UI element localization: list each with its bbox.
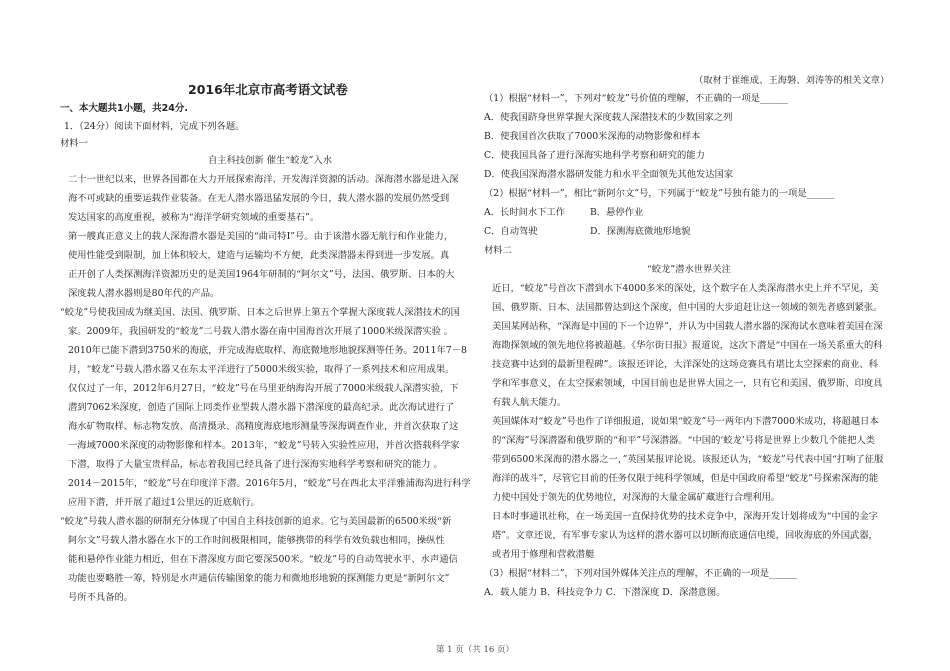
text-line: 阿尔文”号载人潜水器在水下的工作时间极限相同，能够携带的科学有效负载也相同，操纵性 (68, 535, 445, 546)
text-line: 正开创了人类探测海洋资源历史的是美国1964年研制的“阿尔文”号，法国、俄罗斯、日本的大 (68, 269, 455, 280)
page-footer: 第 1 页（共 16 页） (435, 645, 515, 655)
text-line: 带到6500米深海的潜水器之一，”英国某报评论说。该报还认为，“蛟龙”号代表中国“打响了征服 (492, 454, 884, 465)
q2-option-c: C．自动驾驶 (484, 226, 538, 237)
text-line: 海洋的战斗”，尽管它目前的任务仅限于纯科学领域，但是中国政府希望“蛟龙”号探索深海的能 (492, 473, 879, 484)
question-3: （3）根据“材料二”，下列对国外媒体关注点的理解，不正确的一项是______ (484, 568, 797, 579)
text-line: 力使中国处于领先的优势地位，对深海的大量金属矿藏进行合理利用。 (492, 492, 781, 503)
text-line: 号所不具备的。 (68, 592, 134, 603)
text-line: 二十一世纪以来，世界各国都在大力开展探索海洋、开发海洋资源的活动。深海潜水器是进入深 (68, 174, 459, 185)
text-line: 使用性能受到限制，加上体积较大，建造与运输均不方便，此类深潜器未得到进一步发展。真 (68, 250, 450, 261)
text-line: 发达国家的高度重视，被称为“海洋学研究领域的重要基石”。 (68, 212, 320, 223)
question-2: （2）根据“材料一”，相比“新阿尔文”号，下列属于“蛟龙”号独有能力的一项是______ (484, 188, 835, 199)
text-line: 一海域7000米深度的动物影像和样本。2013年，“蛟龙”号转入实验性应用，并首次搭载科学家 (68, 440, 460, 451)
text-line: 2010年已能下潜到3750米的海底，并完成海底取样、海底微地形地貌探测等任务。2011年7－8 (68, 345, 467, 356)
q1-option-a: A．使我国跻身世界掌握大深度载人深潜技术的少数国家之列 (484, 112, 733, 123)
text-line: 美国某网站称，“深海是中国的下一个边界”，并认为中国载人潜水器的深海试水意味着美国在深 (492, 321, 883, 332)
text-line: 潜到7062米深度，创造了国际上同类作业型载人潜水器下潜深度的最高纪录。此次海试进行了 (68, 402, 455, 413)
material-one-label: 材料一 (60, 138, 88, 149)
q2-option-b: B．悬停作业 (590, 207, 644, 218)
text-line: 下潜，取得了大量宝贵样品，标志着我国已经具备了进行深海实地科学考察和研究的能力 。 (68, 459, 443, 470)
q1-option-d: D．使我国深海潜水器研发能力和水平全面领先其他发达国家 (484, 169, 734, 180)
text-line: 塔”。文章还说，有军事专家认为这样的潜水器可以切断海底通信电缆，回收海底的外国武器， (492, 530, 878, 541)
material-two-title: “蛟龙”潜水世界关注 (647, 264, 731, 275)
q1-option-b: B．使我国首次获取了7000米深海的动物影像和样本 (484, 131, 701, 142)
q3-options: A．载人能力 B．科技竞争力 C．下潜深度 D．深潜意图。 (484, 587, 726, 598)
text-line: 技竞赛中达到的最新里程碑”。该报还评论，大洋深处的这场竞赛具有堪比太空探索的商业、科 (492, 359, 878, 370)
text-line: 日本时事通讯社称，在一场美国一直保持优势的技术竞争中，深海开发计划将成为“中国的金字 (492, 511, 878, 522)
text-line: 家。2009年，我国研发的“蛟龙”二号载人潜水器在南中国海首次开展了1000米级深潜实验 。 (68, 326, 454, 337)
text-line: 英国媒体对“蛟龙”号也作了详细报道，说如果“蛟龙”号一两年内下潜7000米成功，将超越日本 (492, 416, 879, 427)
text-line: “蛟龙”号使我国成为继美国、法国、俄罗斯、日本之后世界上第五个掌握大深度载人深潜技术的国 (60, 307, 460, 318)
text-line: 海水矿物取样、标志物发放、高清摄录、高精度海底地形测量等深海调查作业，并首次获取了这 (68, 421, 459, 432)
text-line: 月，“蛟龙”号载人潜水器又在东太平洋进行了5000米级实验，取得了一系列技术和应用成果。 (68, 364, 455, 375)
text-line: 近日，“蛟龙”号首次下潜到水下4000多米的深处，这个数字在人类深海潜水史上并不罕见，美 (492, 283, 879, 294)
section-heading: 一、本大题共1小题，共24分. (60, 103, 188, 114)
q2-option-a: A．长时间水下工作 (484, 207, 566, 218)
q1-option-c: C．使我国具备了进行深海实地科学考察和研究的能力 (484, 150, 705, 161)
material-one-title: 自主科技创新 催生“蛟龙”入水 (207, 155, 333, 166)
exam-title: 2016年北京市高考语文试卷 (188, 82, 348, 97)
text-line: 的“深海”号深潜器和俄罗斯的“和平”号深潜器。“中国的‘蛟龙’号将是世界上少数几个能把人类 (492, 435, 875, 446)
text-line: 深度载人潜水器则是80年代的产品。 (68, 288, 220, 299)
text-line: 能和悬停作业能力相近，但在下潜深度方面它要深500米。“蛟龙”号的自动驾驶水平、水声通信 (68, 554, 458, 565)
text-line: 海勘探领域的领先地位将被超越。《华尔街日报》报道说，这次下潜是“中国在一场关系重大的科 (492, 340, 883, 351)
text-line: 功能也要略胜一筹，特别是水声通信传输图象的能力和微地形地貌的探测能力更是“新阿尔文” (68, 573, 450, 584)
text-line: 或者用于修理和营救潜艇 (492, 549, 595, 560)
text-line: “蛟龙”号载人潜水器的研制充分体现了中国自主科技创新的追求。它与美国最新的6500米级“新 (60, 516, 452, 527)
material-two-label: 材料二 (484, 245, 512, 256)
text-line: 第一艘真正意义上的载人深海潜水器是美国的“曲司特Ⅰ”号。由于该潜水器无航行和作业能力， (68, 231, 454, 242)
text-line: 学和军事意义，在太空探索领域，中国目前也是世界大国之一，只有它和美国、俄罗斯、印度具 (492, 378, 883, 389)
text-line: 仅仅过了一年，2012年6月27日，“蛟龙”号在马里亚纳海沟开展了7000米级载人深潜实验，下 (68, 383, 459, 394)
text-line: 国、俄罗斯、日本、法国都曾达到这个深度，但中国的大步追赶让这一领域的领先者感到紧张。 (492, 302, 883, 313)
source-citation: （取材于崔维成、王海磐、刘涛等的相关文章） (694, 75, 890, 86)
text-line: 应用下潜，并开展了超过1公里远的近底航行。 (68, 497, 260, 508)
question-1: （1）根据“材料一”，下列对“蛟龙”号价值的理解，不正确的一项是______ (484, 93, 788, 104)
text-line: 海不可或缺的重要运载作业装备。在无人潜水器迅猛发展的今日，载人潜水器的发展仍然受到 (68, 193, 450, 204)
text-line: 有载人航天能力。 (492, 397, 567, 408)
question-intro: 1．（24分）阅读下面材料，完成下列各题。 (64, 121, 245, 132)
text-line: 2014－2015年，“蛟龙”号在印度洋下潜。2016年5月，“蛟龙”号在西北太平洋雅浦海沟进行科学 (68, 478, 471, 489)
q2-option-d: D．探测海底微地形地貌 (590, 226, 691, 237)
